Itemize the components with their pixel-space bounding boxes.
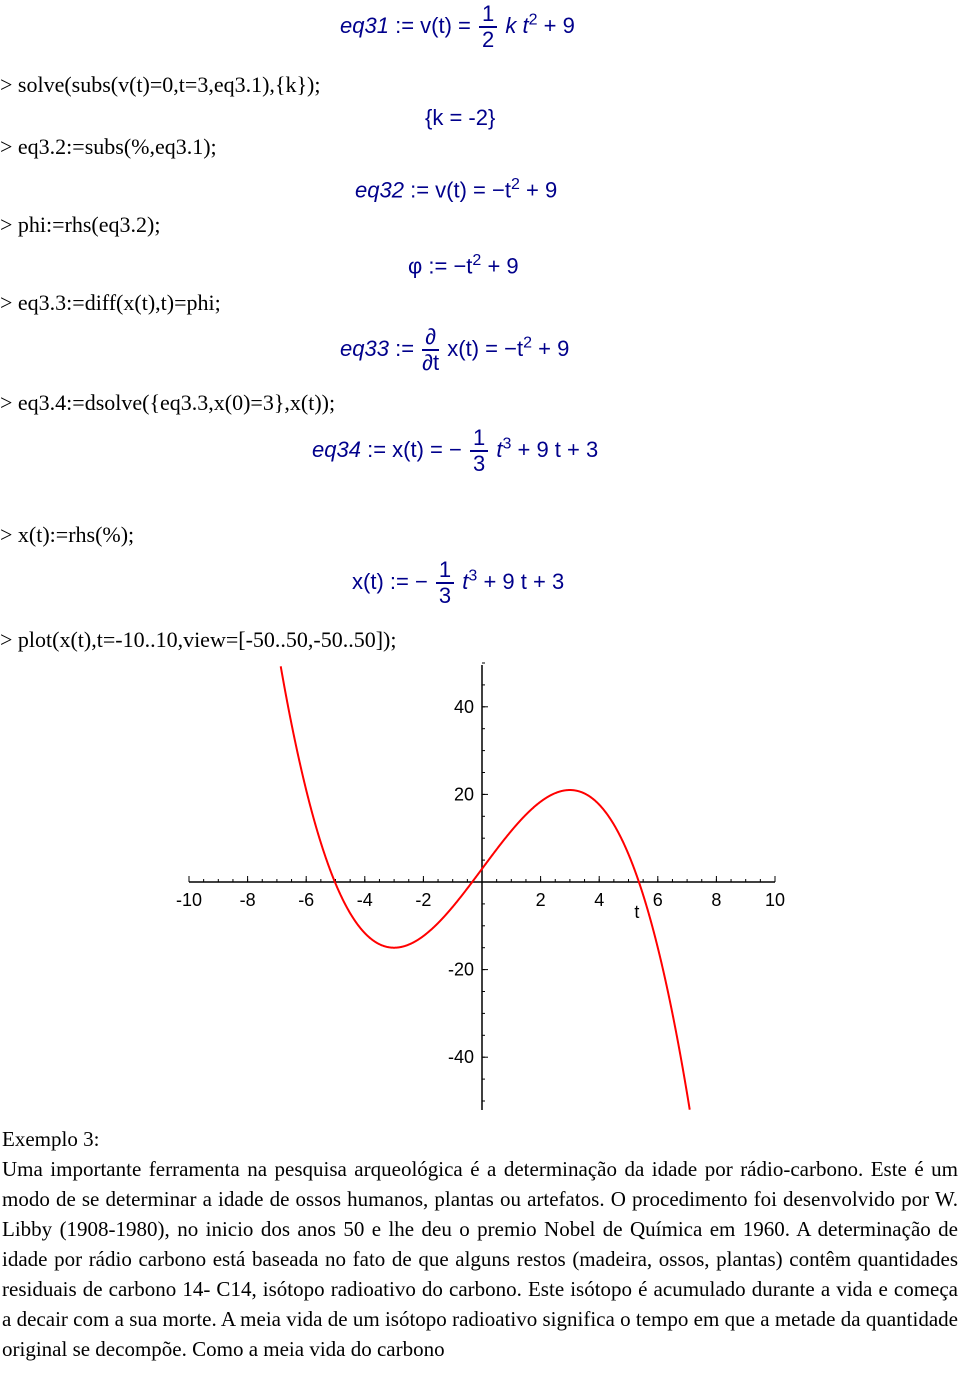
eq32-tail: + 9 bbox=[525, 177, 558, 203]
x-tick-label: 8 bbox=[711, 890, 722, 910]
eq31-tail: + 9 bbox=[543, 12, 575, 38]
output-xt bbox=[352, 558, 564, 608]
command-eq3-3[interactable]: > eq3.3:=diff(x(t),t)=phi; bbox=[0, 290, 221, 315]
eq33-tail: + 9 bbox=[538, 335, 570, 361]
xt-rest: t bbox=[462, 568, 469, 594]
x-tick-label: -4 bbox=[356, 890, 373, 910]
output-eq32 bbox=[355, 176, 557, 203]
x-tick-label: -8 bbox=[239, 890, 256, 910]
output-eq34 bbox=[312, 426, 598, 476]
eq33-derivative: $\frac{\partial}{\partial t}$ bbox=[422, 324, 440, 375]
command-eq3-2[interactable]: > eq3.2:=subs(%,eq3.1); bbox=[0, 134, 217, 159]
command-xt[interactable]: > x(t):=rhs(%); bbox=[0, 522, 135, 547]
eq34-exp: 3 bbox=[502, 435, 512, 453]
example-heading: Exemplo 3: bbox=[2, 1127, 100, 1151]
eq33-name: eq33 bbox=[340, 335, 389, 361]
eq32-assign: := v(t) = −t bbox=[410, 177, 511, 203]
xt-lhs: x(t) := − bbox=[352, 568, 428, 594]
xt-tail: + 9 t + 3 bbox=[483, 568, 565, 594]
command-phi[interactable]: > phi:=rhs(eq3.2); bbox=[0, 212, 161, 237]
eq34-name: eq34 bbox=[312, 436, 361, 462]
output-k-solution: {k = -2} bbox=[425, 105, 496, 130]
eq31-name: eq31 bbox=[340, 12, 389, 38]
plot-curve bbox=[281, 666, 690, 1109]
eq34-tail: + 9 t + 3 bbox=[517, 436, 599, 462]
eq33-rest: x(t) = −t bbox=[447, 335, 524, 361]
eq31-exp: 2 bbox=[528, 11, 538, 29]
x-tick-label: 6 bbox=[652, 890, 663, 910]
eq33-assign: := bbox=[395, 335, 415, 361]
example-text bbox=[2, 1124, 958, 1364]
output-phi bbox=[408, 252, 519, 279]
x-tick-label: -2 bbox=[415, 890, 432, 910]
command-plot[interactable]: > plot(x(t),t=-10..10,view=[-50..50,-50..50]); bbox=[0, 627, 397, 652]
x-tick-label: 10 bbox=[764, 890, 786, 910]
output-eq33 bbox=[340, 325, 569, 375]
plot-axes bbox=[189, 665, 775, 1110]
example-paragraph: Uma importante ferramenta na pesquisa arqueológica é a determinação da idade por rádio-carbono. Este é um modo de se determinar a idade de ossos humanos, plantas ou artefatos. O procedimento foi desenvolvido por W. Libby (1908-1980), no inicio dos anos 50 e lhe deu o premio Nobel de Química em 1960. A determinação de idade por rádio carbono está baseada no fato de que alguns restos (madeira, ossos, plantas) contêm quantidades residuais de carbono 14- C14, isótopo radioativo do carbono. Este isótopo é acumulado durante a vida e começa a decair com a sua morte. A meia vida de um isótopo radioativo significa o tempo em que a metade da quantidade original se decompõe. Como a meia vida do carbono bbox=[2, 1157, 958, 1361]
eq34-rest: t bbox=[496, 436, 503, 462]
eq33-exp: 2 bbox=[523, 334, 532, 352]
eq31-assign: := v(t) = bbox=[395, 12, 471, 38]
command-dsolve[interactable]: > eq3.4:=dsolve({eq3.3,x(0)=3},x(t)); bbox=[0, 390, 336, 415]
plot-chart bbox=[150, 660, 810, 1115]
x-tick-label: -10 bbox=[175, 890, 203, 910]
y-tick-label: -20 bbox=[447, 959, 474, 980]
output-eq31 bbox=[340, 2, 575, 52]
y-tick-label: 40 bbox=[453, 696, 474, 717]
eq32-exp: 2 bbox=[510, 176, 520, 193]
x-tick-label: 4 bbox=[594, 890, 605, 910]
eq34-fraction: $\frac{1}{3}$ bbox=[470, 426, 488, 476]
y-tick-label: 20 bbox=[453, 784, 474, 805]
phi-exp: 2 bbox=[472, 252, 482, 269]
xt-exp: 3 bbox=[468, 567, 478, 585]
plot-x-axis-label: t bbox=[634, 902, 640, 922]
xt-fraction: $\frac{1}{3}$ bbox=[436, 558, 454, 608]
eq32-name: eq32 bbox=[355, 177, 404, 203]
x-tick-label: 2 bbox=[535, 890, 546, 910]
phi-tail: + 9 bbox=[487, 253, 519, 279]
command-solve[interactable]: > solve(subs(v(t)=0,t=3,eq3.1),{k}); bbox=[0, 72, 321, 97]
eq31-fraction: $\frac{1}{2}$ bbox=[479, 2, 497, 52]
phi-lhs: φ := −t bbox=[408, 253, 473, 279]
eq34-assign: := x(t) = − bbox=[367, 436, 462, 462]
y-tick-label: -40 bbox=[447, 1047, 474, 1068]
x-tick-label: -6 bbox=[298, 890, 315, 910]
eq31-rest: k t bbox=[505, 12, 529, 38]
